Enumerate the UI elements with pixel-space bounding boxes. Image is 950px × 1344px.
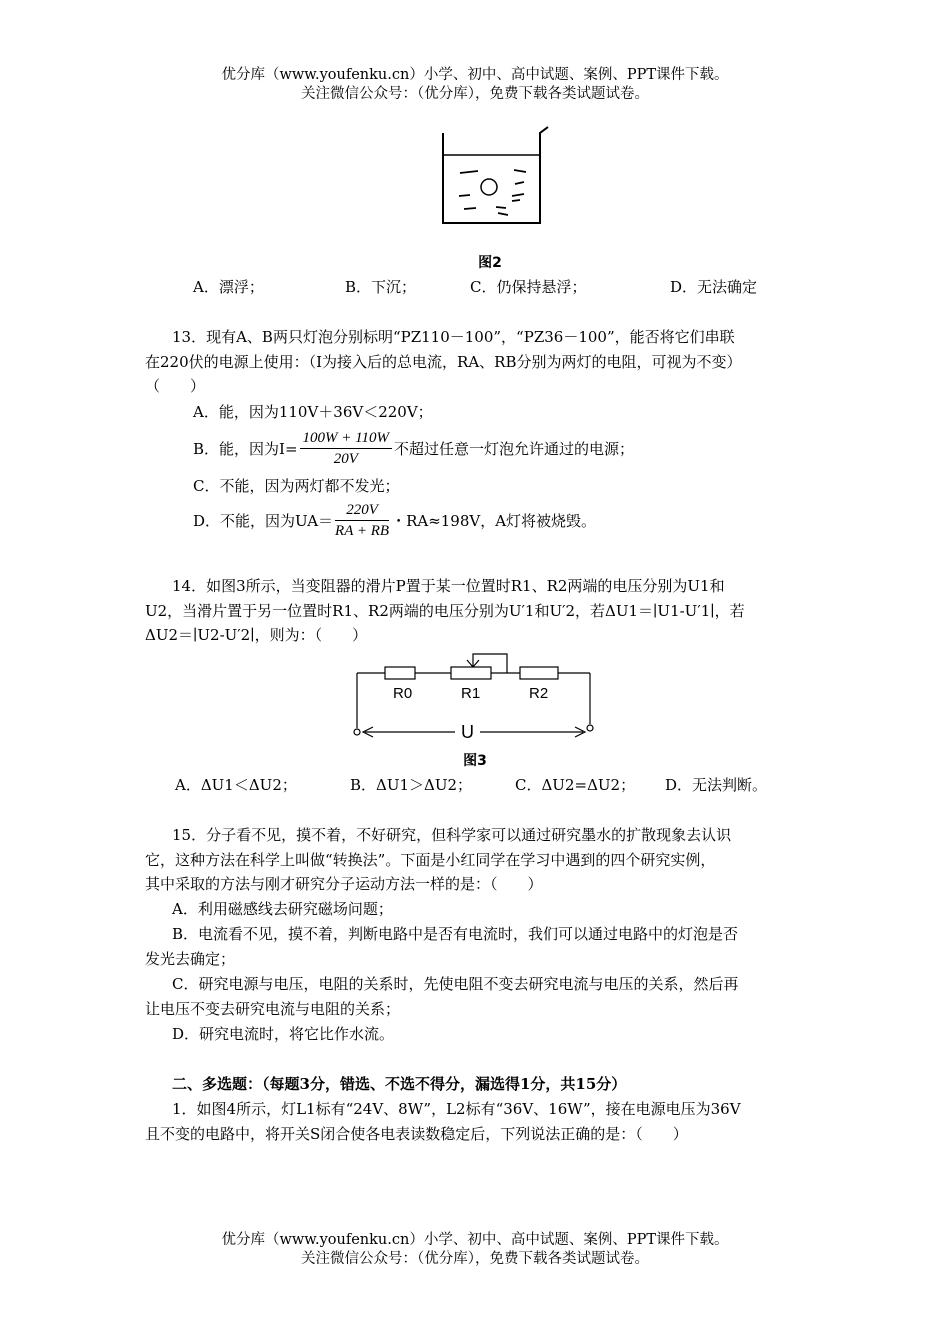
q15-line-3: 其中采取的方法与刚才研究分子运动方法一样的是：（ ） <box>145 875 543 893</box>
q15-line-1: 15．分子看不见，摸不着，不好研究，但科学家可以通过研究墨水的扩散现象去认识 <box>172 826 732 844</box>
q12-option-b: B．下沉； <box>345 278 417 296</box>
q12-option-a: A．漂浮； <box>193 278 264 296</box>
footer-line-1: 优分库（www.youfenku.cn）小学、初中、高中试题、案例、PPT课件下载。 <box>221 1232 729 1248</box>
q14-line-3: ΔU2＝∣U2-U′2∣，则为：（ ） <box>145 626 368 644</box>
q15-option-b-line-2: 发光去确定； <box>145 950 236 968</box>
q14-option-d: D．无法判断。 <box>665 776 768 794</box>
label-u: U <box>461 722 474 742</box>
q14-line-1: 14．如图3所示，当变阻器的滑片P置于某一位置时R1、R2两端的电压分别为U1和 <box>172 577 725 595</box>
q14-line-2: U2，当滑片置于另一位置时R1、R2两端的电压分别为U′1和U′2，若ΔU1＝∣U1-U′1∣，若 <box>145 602 745 620</box>
q13-option-d <box>193 500 596 541</box>
q15-line-2: 它，这种方法在科学上叫做“转换法”。下面是小红同学在学习中遇到的四个研究实例， <box>145 851 716 869</box>
q13-option-d-fraction <box>335 500 389 541</box>
section-2-q1-line-1: 1．如图4所示，灯L1标有“24V、8W”，L2标有“36V、16W”，接在电源电压为36V <box>172 1100 741 1118</box>
label-r0: R0 <box>393 685 413 702</box>
resistor-r0 <box>385 667 415 679</box>
q15-option-a: A．利用磁感线去研究磁场问题； <box>172 900 393 918</box>
q13-option-d-suffix: ・RA≈198V，A灯将被烧毁。 <box>391 511 597 530</box>
label-r2: R2 <box>529 685 549 702</box>
section-2-q1-line-2: 且不变的电路中，将开关S闭合使各电表读数稳定后，下列说法正确的是：（ ） <box>145 1125 688 1143</box>
q13-option-b-fraction <box>300 428 393 469</box>
terminal-right <box>587 725 593 731</box>
footer-line-2: 关注微信公众号：（优分库），免费下载各类试题试卷。 <box>301 1251 649 1267</box>
figure-2-caption: 图2 <box>478 255 502 271</box>
terminal-left <box>354 729 360 735</box>
figure-3-circuit <box>345 648 605 743</box>
q12-option-c: C．仍保持悬浮； <box>470 278 587 296</box>
q13-line-2: 在220伏的电源上使用：（I为接入后的总电流，RA、RB分别为两灯的电阻，可视为不变） <box>145 353 742 371</box>
label-r1: R1 <box>461 685 481 702</box>
figure-2-beaker <box>430 125 560 230</box>
q13-option-b-denominator: 20V <box>333 451 358 467</box>
q15-option-d: D．研究电流时，将它比作水流。 <box>172 1025 395 1043</box>
q14-option-c: C．ΔU2=ΔU2； <box>515 776 636 794</box>
q15-option-c-line-1: C．研究电源与电压，电阻的关系时，先使电阻不变去研究电流与电压的关系，然后再 <box>172 975 739 993</box>
header-line-2: 关注微信公众号：（优分库），免费下载各类试题试卷。 <box>301 86 649 102</box>
q13-option-b-prefix: B．能，因为I= <box>193 439 298 458</box>
q13-option-b-numerator: 100W + 110W <box>300 428 393 449</box>
q14-option-b: B．ΔU1＞ΔU2； <box>350 776 473 794</box>
header-line-1: 优分库（www.youfenku.cn）小学、初中、高中试题、案例、PPT课件下载。 <box>221 67 729 83</box>
q13-bracket: （ ） <box>145 377 206 395</box>
q13-option-c: C．不能，因为两灯都不发光； <box>193 477 400 495</box>
q13-option-d-prefix: D．不能，因为UA＝ <box>193 511 334 530</box>
q13-option-d-denominator: RA + RB <box>335 523 390 539</box>
q13-option-d-numerator: 220V <box>335 500 389 521</box>
slider-p <box>473 654 507 673</box>
q15-option-c-line-2: 让电压不变去研究电流与电阻的关系； <box>145 1000 401 1018</box>
q13-option-a: A．能，因为110V＋36V＜220V； <box>193 403 433 421</box>
resistor-r2 <box>520 667 558 679</box>
q15-option-b-line-1: B．电流看不见，摸不着，判断电路中是否有电流时，我们可以通过电路中的灯泡是否 <box>172 925 739 943</box>
q13-option-b-suffix: 不超过任意一灯泡允许通过的电源； <box>394 439 635 458</box>
q12-option-d: D．无法确定 <box>670 278 758 296</box>
q13-line-1: 13．现有A、B两只灯泡分别标明“PZ110－100”，“PZ36－100”，能否将它们串联 <box>172 328 735 346</box>
section-2-title: 二、多选题：（每题3分，错选、不选不得分，漏选得1分，共15分） <box>172 1075 627 1093</box>
q13-option-b <box>193 428 634 469</box>
figure-3-caption: 图3 <box>463 753 487 769</box>
q14-option-a: A．ΔU1＜ΔU2； <box>175 776 297 794</box>
resistor-r1 <box>451 667 491 679</box>
